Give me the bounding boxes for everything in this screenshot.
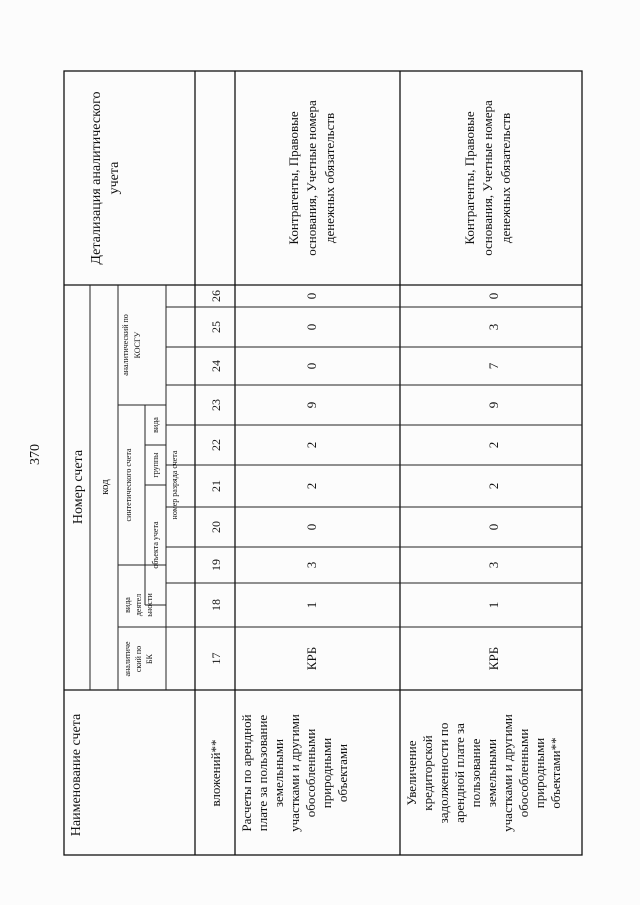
digit-numbers-row bbox=[209, 290, 223, 665]
row-digit-23: 9 bbox=[304, 401, 319, 409]
table-row bbox=[239, 100, 350, 832]
page-number: 370 bbox=[28, 444, 43, 466]
row-digit-20: 0 bbox=[304, 523, 319, 531]
detail-header-2: учета bbox=[107, 161, 122, 195]
kosgu-header-1: аналитический по bbox=[121, 314, 130, 376]
activity-type-2: деятел bbox=[134, 593, 143, 617]
row-digit-25: 0 bbox=[304, 323, 319, 331]
row-digit-21: 2 bbox=[304, 482, 319, 490]
row-name-line: земельными bbox=[484, 738, 499, 808]
row-name-line: участками и другими bbox=[287, 714, 302, 832]
activity-type-3: ьности bbox=[145, 593, 154, 617]
row-digit-19: 3 bbox=[304, 561, 319, 569]
row-digit-26: 0 bbox=[486, 292, 501, 300]
name-col-header: Наименование счета bbox=[69, 713, 84, 837]
row-digit-25: 3 bbox=[486, 323, 501, 331]
row-name-line: задолженности по bbox=[436, 722, 451, 824]
row-name-line: участками и другими bbox=[500, 714, 515, 832]
row-name-line: кредиторской bbox=[420, 735, 435, 811]
row-digit-23: 9 bbox=[486, 401, 501, 409]
kinds-header: вида bbox=[151, 417, 160, 433]
account-table bbox=[64, 71, 582, 855]
analytic-bk-2: ский по bbox=[134, 645, 143, 673]
row-detail-line: основания, Учетные номера bbox=[304, 100, 319, 256]
row-name-line: арендной плате за bbox=[452, 723, 467, 823]
row-name-line: природными bbox=[319, 737, 334, 809]
digit-number-18: 18 bbox=[209, 599, 223, 611]
row-detail-line: основания, Учетные номера bbox=[480, 100, 495, 256]
row-digit-24: 0 bbox=[304, 362, 319, 370]
digit-number-21: 21 bbox=[209, 480, 223, 492]
digit-number-22: 22 bbox=[209, 439, 223, 451]
table-body bbox=[208, 100, 563, 832]
row-digit-17: КРБ bbox=[486, 646, 501, 671]
digit-number-20: 20 bbox=[209, 521, 223, 533]
digit-number-26: 26 bbox=[209, 290, 223, 302]
digit-number-header: номер разряда счета bbox=[170, 450, 179, 520]
row-digit-17: КРБ bbox=[304, 646, 319, 671]
row-digit-24: 7 bbox=[486, 362, 501, 370]
row-digit-20: 0 bbox=[486, 523, 501, 531]
row-name-line: пользование bbox=[468, 738, 483, 808]
digit-number-24: 24 bbox=[209, 360, 223, 372]
activity-type-1: вида bbox=[123, 597, 132, 613]
kosgu-header-2: КОСГУ bbox=[133, 331, 142, 359]
analytic-bk-3: БК bbox=[145, 654, 154, 664]
row-name-line: обособленными bbox=[303, 728, 318, 818]
digit-number-19: 19 bbox=[209, 559, 223, 571]
row-name-line: вложений** bbox=[208, 739, 223, 807]
row-digit-19: 3 bbox=[486, 561, 501, 569]
row-detail-line: Контрагенты, Правовые bbox=[286, 111, 301, 245]
synthetic-header: синтетического счета bbox=[124, 448, 133, 522]
row-digit-21: 2 bbox=[486, 482, 501, 490]
row-name-line: объектами** bbox=[548, 737, 563, 809]
row-detail-line: Контрагенты, Правовые bbox=[462, 111, 477, 245]
table-row bbox=[208, 739, 223, 806]
digit-number-23: 23 bbox=[209, 399, 223, 411]
row-name-line: Расчеты по арендной bbox=[239, 714, 254, 832]
row-detail-line: денежных обязательств bbox=[322, 112, 337, 244]
analytic-bk-1: аналитиче bbox=[123, 641, 132, 677]
row-digit-18: 1 bbox=[486, 601, 501, 609]
row-digit-22: 2 bbox=[486, 441, 501, 449]
code-header: код bbox=[99, 479, 111, 495]
row-name-line: земельными bbox=[271, 738, 286, 808]
row-name-line: Увеличение bbox=[404, 740, 419, 806]
row-digit-18: 1 bbox=[304, 601, 319, 609]
row-digit-26: 0 bbox=[304, 292, 319, 300]
digit-number-17: 17 bbox=[209, 652, 223, 665]
row-name-line: обособленными bbox=[516, 728, 531, 818]
row-name-line: природными bbox=[532, 737, 547, 809]
groups-header: группы bbox=[151, 452, 160, 478]
account-number-header: Номер счета bbox=[71, 449, 86, 525]
row-name-line: плате за пользование bbox=[255, 714, 270, 832]
detail-header-1: Детализация аналитического bbox=[89, 91, 104, 265]
account-object-header: объекта учета bbox=[151, 521, 160, 569]
row-digit-22: 2 bbox=[304, 441, 319, 449]
row-detail-line: денежных обязательств bbox=[498, 112, 513, 244]
row-name-line: объектами bbox=[335, 743, 350, 803]
digit-number-25: 25 bbox=[209, 321, 223, 333]
table-row bbox=[404, 100, 563, 832]
